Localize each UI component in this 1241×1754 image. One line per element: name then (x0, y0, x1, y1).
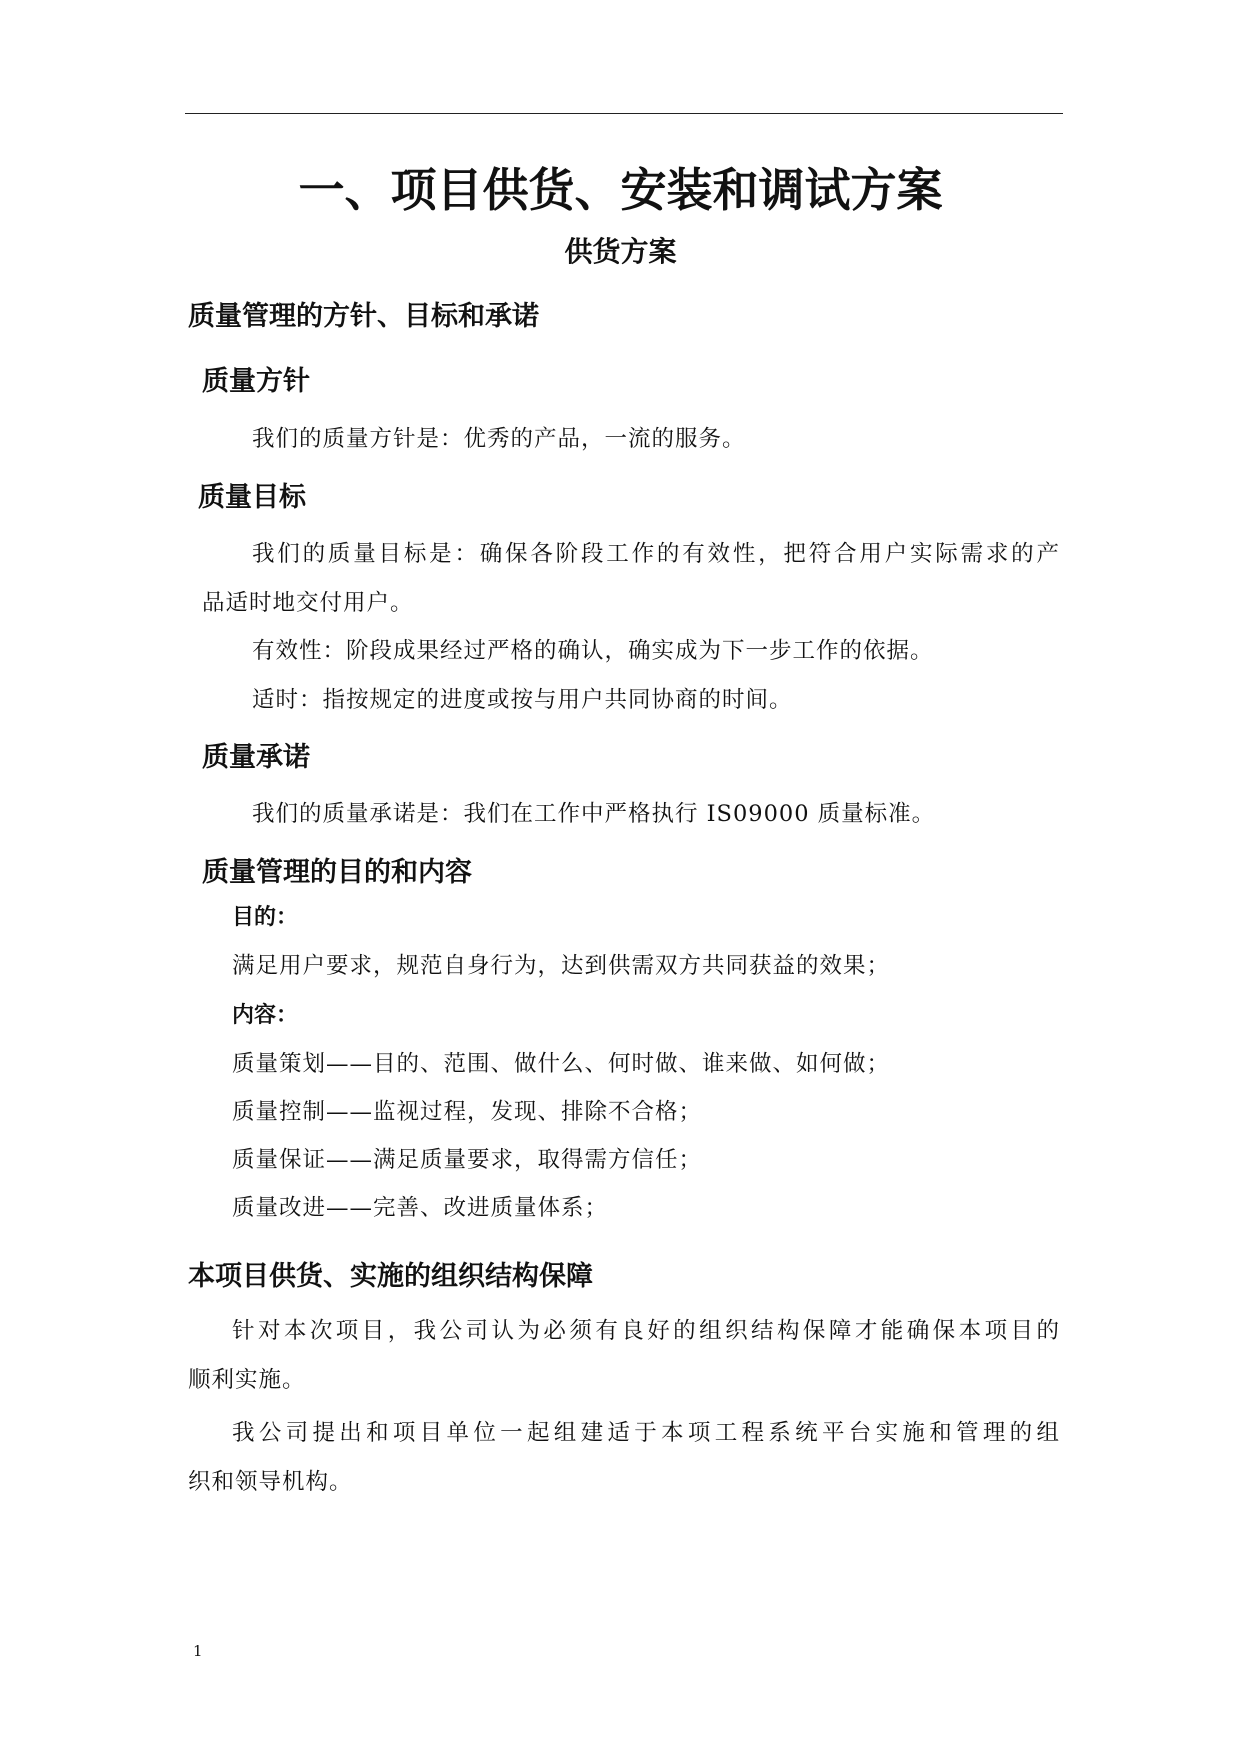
timeliness-text: 适时：指按规定的进度或按与用户共同协商的时间。 (252, 687, 793, 713)
section2-p1-line2: 顺利实施。 (188, 1367, 306, 1393)
section2-p2-line2: 织和领导机构。 (188, 1469, 353, 1495)
purpose-text: 满足用户要求，规范自身行为，达到供需双方共同获益的效果； (232, 953, 891, 979)
header-rule (185, 113, 1063, 114)
page-number: 1 (193, 1642, 203, 1660)
effectiveness-text: 有效性：阶段成果经过严格的确认，确实成为下一步工作的依据。 (252, 638, 934, 664)
subtitle: 供货方案 (564, 235, 677, 268)
section2-heading: 本项目供货、实施的组织结构保障 (188, 1261, 593, 1292)
purpose-label: 目的： (232, 905, 299, 930)
purpose-content-heading: 质量管理的目的和内容 (202, 857, 472, 888)
quality-policy-text: 我们的质量方针是：优秀的产品，一流的服务。 (252, 426, 746, 452)
quality-commitment-text: 我们的质量承诺是：我们在工作中严格执行 IS09000 质量标准。 (252, 801, 936, 827)
quality-goal-line1: 我们的质量目标是：确保各阶段工作的有效性，把符合用户实际需求的产 (252, 541, 1060, 567)
section2-p1-line1: 针对本次项目，我公司认为必须有良好的组织结构保障才能确保本项目的 (232, 1318, 1060, 1344)
content-item: 质量保证——满足质量要求，取得需方信任； (232, 1147, 703, 1173)
document-title: 一、项目供货、安装和调试方案 (298, 163, 943, 217)
quality-goal-heading: 质量目标 (198, 482, 306, 513)
quality-goal-line2: 品适时地交付用户。 (202, 590, 414, 616)
quality-commitment-heading: 质量承诺 (202, 742, 310, 773)
content-item: 质量控制——监视过程，发现、排除不合格； (232, 1099, 703, 1125)
section2-p2-line1: 我公司提出和项目单位一起组建适于本项工程系统平台实施和管理的组 (232, 1420, 1060, 1446)
quality-policy-heading: 质量方针 (202, 366, 310, 397)
content-item: 质量策划——目的、范围、做什么、何时做、谁来做、如何做； (232, 1051, 891, 1077)
content-item: 质量改进——完善、改进质量体系； (232, 1195, 609, 1221)
section1-heading: 质量管理的方针、目标和承诺 (188, 301, 539, 332)
content-label: 内容： (232, 1003, 299, 1028)
